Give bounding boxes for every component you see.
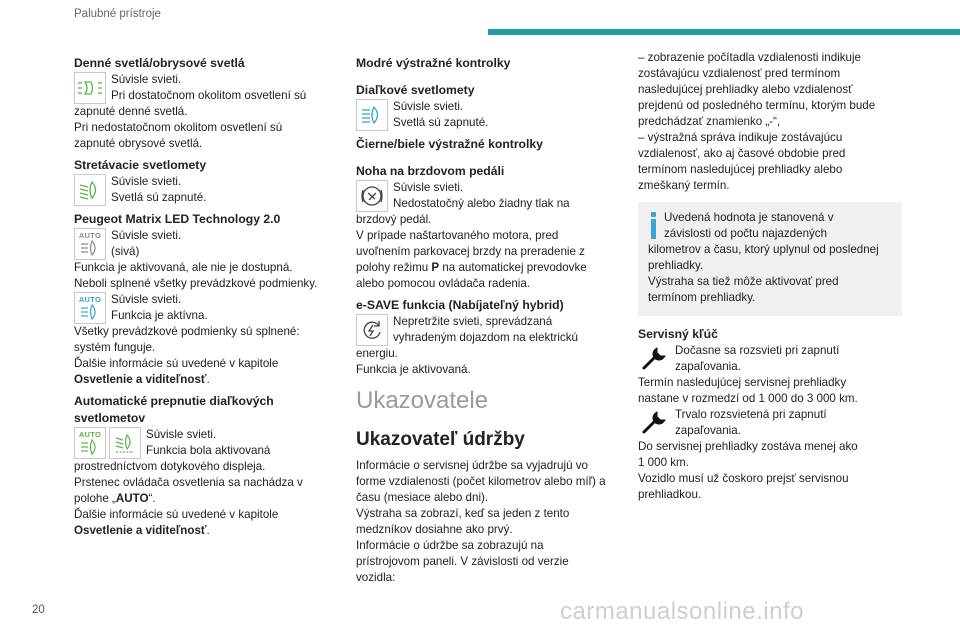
text-line: Ďalšie informácie sú uvedené v kapitole (74, 357, 279, 370)
text-line: predchádzať znamienko „-“, (638, 115, 781, 128)
auto-beam-icon-blue (74, 292, 106, 324)
watermark: carmanualsonline.info (560, 598, 804, 625)
text-line: nasledujúcej prehliadky alebo vzdialenosť (638, 83, 853, 96)
column-2 (356, 55, 618, 586)
text-line: medzníkov dosiahne ako prvý. (356, 523, 513, 536)
text-fragment: na automatickej prevodovke (439, 261, 587, 274)
header-accent-bar (488, 29, 960, 35)
text-line: Súvisle svieti. (111, 73, 182, 86)
text-line: zostávajúcu vzdialenosť pred termínom (638, 67, 841, 80)
text-line: Termín nasledujúcej servisnej prehliadky (638, 376, 847, 389)
text-line: zmeškaný termín. (638, 179, 730, 192)
low-beam-dim-icon (109, 427, 141, 459)
text-line: termínom prehliadky. (648, 291, 756, 304)
text-line: Vozidlo musí už čoskoro prejsť servisnou (638, 472, 849, 485)
text-line: – zobrazenie počítadla vzdialenosti indikuje (638, 51, 861, 64)
service-key-heading: Servisný kľúč (638, 327, 718, 341)
foot-on-brake-icon (356, 180, 388, 212)
text-line: vzdialenosť, ako aj časové obdobie pred (638, 147, 846, 160)
auto-label: AUTO (78, 430, 102, 439)
text-line: Prstenec ovládača osvetlenia sa nachádza v (74, 476, 303, 489)
text-line: Ďalšie informácie sú uvedené v kapitole (74, 508, 279, 521)
text-line: prístrojovom paneli. V závislosti od verzie (356, 555, 569, 568)
text-line (74, 491, 336, 507)
text-line: brzdový pedál. (356, 213, 432, 226)
text-line: Funkcia je aktívna. (111, 309, 208, 322)
page-number: 20 (32, 604, 45, 616)
text-line: Trvalo rozsvietená pri zapnutí (675, 408, 827, 421)
text-fragment: polohe „ (74, 492, 116, 505)
text-line: Nedostatočný alebo žiadny tlak na (393, 197, 570, 210)
text-line: zapnuté denné svetlá. (74, 105, 188, 118)
text-line: zapaľovania. (675, 424, 741, 437)
esave-heading: e-SAVE funkcia (Nabíjateľný hybrid) (356, 298, 564, 312)
text-line: vozidla: (356, 571, 396, 584)
period: . (206, 373, 210, 386)
auto-beam-icon-gray (74, 228, 106, 260)
text-line: Svetlá sú zapnuté. (393, 116, 489, 129)
text-line: Súvisle svieti. (146, 428, 217, 441)
info-icon (648, 212, 658, 242)
text-line: Pri dostatočnom okolitom osvetlení sú (111, 89, 307, 102)
service-wrench-icon (638, 407, 670, 439)
gear-position: P (431, 261, 440, 274)
text-line: Výstraha sa tiež môže aktivovať pred (648, 275, 839, 288)
low-beam-heading: Stretávacie svetlomety (74, 158, 207, 172)
brake-heading: Noha na brzdovom pedáli (356, 164, 505, 178)
auto-high-beam-heading-2: svetlometov (74, 411, 146, 425)
auto-high-beam-icon (74, 427, 106, 459)
text-line: prehliadkou. (638, 488, 702, 501)
text-line: Súvisle svieti. (111, 293, 182, 306)
service-key-row-1 (638, 343, 902, 375)
text-line: závislosti od počtu najazdených (664, 227, 828, 240)
text-line: Informácie o údržbe sa zobrazujú na (356, 539, 544, 552)
drl-heading: Denné svetlá/obrysové svetlá (74, 56, 245, 70)
text-line (74, 372, 336, 388)
matrix-row-2 (74, 292, 336, 324)
esave-icon (356, 314, 388, 346)
text-line: prostredníctvom dotykového displeja. (74, 460, 266, 473)
text-line: Neboli splnené všetky prevádzkové podmienky. (74, 277, 318, 290)
text-line: Výstraha sa zobrazí, keď sa jeden z tento (356, 507, 570, 520)
text-line: Funkcia je aktivovaná. (356, 363, 471, 376)
text-line (356, 260, 618, 276)
section-header: Palubné prístroje (74, 8, 161, 20)
text-line: Súvisle svieti. (111, 175, 182, 188)
brake-row (356, 180, 618, 212)
text-line: Pri nedostatočnom okolitom osvetlení sú (74, 121, 283, 134)
text-line: termínom nasledujúcej prehliadky alebo (638, 163, 843, 176)
bw-warnings-heading: Čierne/biele výstražné kontrolky (356, 137, 543, 151)
auto-high-beam-heading: Automatické prepnutie diaľkových (74, 394, 274, 408)
blue-warnings-heading: Modré výstražné kontrolky (356, 56, 511, 70)
chapter-reference: Osvetlenie a viditeľnosť (74, 373, 207, 386)
esave-row (356, 314, 618, 346)
text-line: Súvisle svieti. (393, 181, 464, 194)
text-line: Súvisle svieti. (111, 229, 182, 242)
text-line: nastane v rozmedzí od 1 000 do 3 000 km. (638, 392, 858, 405)
text-fragment: “. (148, 492, 156, 505)
text-line: energiu. (356, 347, 398, 360)
text-line: Uvedená hodnota je stanovená v (664, 211, 834, 224)
column-1 (74, 55, 336, 539)
auto-position: AUTO (115, 492, 149, 505)
text-line: (sivá) (111, 245, 140, 258)
text-line: zapaľovania. (675, 360, 741, 373)
drl-row (74, 72, 336, 104)
section-title: Ukazovatele (356, 387, 489, 414)
text-fragment: polohy režimu (356, 261, 432, 274)
text-line: Súvisle svieti. (393, 100, 464, 113)
auto-label: AUTO (78, 295, 102, 304)
auto-high-beam-row (74, 427, 336, 459)
matrix-heading: Peugeot Matrix LED Technology 2.0 (74, 212, 281, 226)
column-3 (638, 50, 902, 503)
text-line: prejdenú od posledného termínu, ktorým bude (638, 99, 876, 112)
text-line: Všetky prevádzkové podmienky sú splnené: (74, 325, 300, 338)
low-beam-icon (74, 174, 106, 206)
high-beam-heading: Diaľkové svetlomety (356, 83, 475, 97)
auto-label: AUTO (78, 231, 102, 240)
subsection-title: Ukazovateľ údržby (356, 429, 525, 450)
text-line: Informácie o servisnej údržbe sa vyjadrujú vo (356, 459, 588, 472)
service-wrench-icon (638, 343, 670, 375)
text-line: kilometrov a času, ktorý uplynul od poslednej (648, 243, 879, 256)
text-line: V prípade naštartovaného motora, pred (356, 229, 559, 242)
text-line: zapnuté obrysové svetlá. (74, 137, 203, 150)
text-line: Nepretržite svieti, sprevádzaná (393, 315, 553, 328)
text-line: prehliadky. (648, 259, 704, 272)
period: . (206, 524, 210, 537)
text-line (74, 523, 336, 539)
text-line: alebo pomocou ovládača radenia. (356, 277, 531, 290)
high-beam-row (356, 99, 618, 131)
high-beam-icon (356, 99, 388, 131)
text-line: 1 000 km. (638, 456, 689, 469)
service-key-row-2 (638, 407, 902, 439)
low-beam-row (74, 174, 336, 206)
text-line: vyhradeným dojazdom na elektrickú (393, 331, 578, 344)
text-line: Funkcia je aktivovaná, ale nie je dostupná. (74, 261, 293, 274)
text-line: Dočasne sa rozsvieti pri zapnutí (675, 344, 840, 357)
chapter-reference: Osvetlenie a viditeľnosť (74, 524, 207, 537)
text-line: Do servisnej prehliadky zostáva menej ako (638, 440, 858, 453)
text-line: – výstražná správa indikuje zostávajúcu (638, 131, 843, 144)
drl-light-icon (74, 72, 106, 104)
matrix-row-1 (74, 228, 336, 260)
text-line: času (mesiace alebo dni). (356, 491, 489, 504)
text-line: systém funguje. (74, 341, 156, 354)
text-line: uvoľnením parkovacej brzdy na preradenie z (356, 245, 585, 258)
text-line: Svetlá sú zapnuté. (111, 191, 207, 204)
info-box (638, 202, 902, 316)
text-line: Funkcia bola aktivovaná (146, 444, 271, 457)
text-line: forme vzdialenosti (počet kilometrov alebo míľ) a (356, 475, 606, 488)
